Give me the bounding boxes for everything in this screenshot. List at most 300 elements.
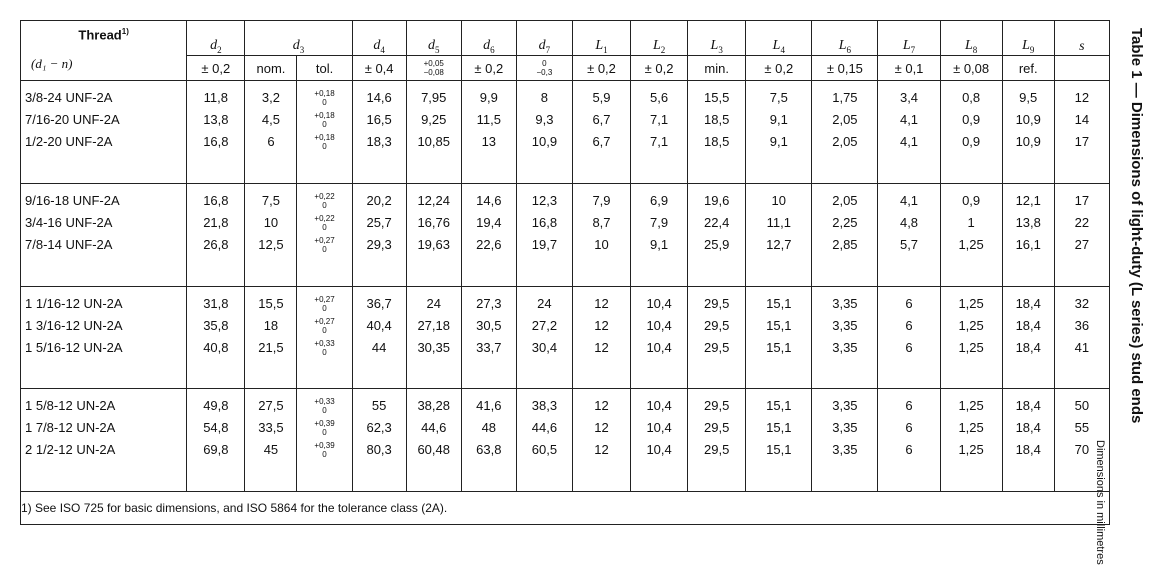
cell-d2: 54,8 <box>203 420 229 436</box>
cell-d5: 16,76 <box>417 214 450 230</box>
col-thread <box>21 81 187 184</box>
cell-l8: 1,25 <box>958 398 984 414</box>
cell-l4: 10 <box>771 192 787 208</box>
cell-thread: 3/4-16 UNF-2A <box>25 214 113 230</box>
col-l9 <box>1002 183 1054 286</box>
cell-d5: 60,48 <box>417 442 450 458</box>
cell-d2: 69,8 <box>203 442 229 458</box>
cell-d5: 38,28 <box>417 398 450 414</box>
table-title: Table 1 — Dimensions of light-duty (L series) stud ends <box>1128 28 1145 424</box>
col-l1 <box>572 183 630 286</box>
col-tol-d6: ± 0,2 <box>461 56 516 81</box>
cell-l4: 7,5 <box>769 90 788 105</box>
cell-l6: 3,35 <box>832 420 858 436</box>
col-d4 <box>352 81 406 184</box>
cell-l7: 5,7 <box>899 236 919 252</box>
col-s <box>1054 183 1109 286</box>
cell-l4: 11,1 <box>766 214 791 230</box>
col-d3tol <box>297 389 352 492</box>
cell-d5: 10,85 <box>417 134 450 149</box>
cell-d2: 26,8 <box>203 236 229 252</box>
cell-d2: 13,8 <box>203 112 229 127</box>
col-l9 <box>1002 81 1054 184</box>
cell-d4: 44 <box>371 339 387 355</box>
col-tol-d4: ± 0,4 <box>352 56 406 81</box>
cell-l2: 10,4 <box>646 317 672 333</box>
cell-l2: 10,4 <box>646 398 672 414</box>
cell-s: 70 <box>1074 442 1090 458</box>
table-row-group <box>21 81 1110 184</box>
cell-d6: 48 <box>481 420 497 436</box>
col-header-l3: $L_3$ <box>688 21 746 56</box>
cell-l1: 8,7 <box>592 214 611 230</box>
col-l1 <box>572 81 630 184</box>
cell-d7: 60,5 <box>531 442 558 458</box>
cell-d3: 18 <box>263 317 279 333</box>
cell-thread: 7/16-20 UNF-2A <box>25 112 120 127</box>
col-l6 <box>812 389 878 492</box>
cell-l7: 6 <box>905 420 913 436</box>
cell-d3-tolerance: +0,18 0 <box>314 133 335 151</box>
cell-l4: 15,1 <box>766 420 792 436</box>
thread-label: Thread$^{1)}$ <box>78 27 129 43</box>
cell-d6: 33,7 <box>476 339 502 355</box>
cell-l8: 1,25 <box>958 339 984 355</box>
cell-l9: 10,9 <box>1015 134 1041 149</box>
col-d5 <box>406 389 461 492</box>
col-tol-d7: 0 −0,3 <box>516 56 572 81</box>
col-d3 <box>245 389 297 492</box>
table-footnote: 1) See ISO 725 for basic dimensions, and ISO 5864 for the tolerance class (2A). <box>21 492 1110 525</box>
col-header-d5: $d_5$ <box>406 21 461 56</box>
cell-d6: 11,5 <box>476 112 501 127</box>
cell-d5: 19,63 <box>417 236 450 252</box>
cell-d3: 3,2 <box>261 90 280 105</box>
col-d6 <box>461 81 516 184</box>
cell-d7: 10,9 <box>531 134 558 149</box>
col-l9 <box>1002 389 1054 492</box>
cell-d3: 7,5 <box>261 192 280 208</box>
cell-d7: 27,2 <box>531 317 558 333</box>
cell-l6: 1,75 <box>832 90 858 105</box>
cell-thread: 1 1/16-12 UN-2A <box>25 295 123 311</box>
cell-d5: 27,18 <box>417 317 450 333</box>
cell-l2: 10,4 <box>646 295 672 311</box>
cell-l4: 9,1 <box>769 134 788 149</box>
col-tol-l7: ± 0,1 <box>878 56 940 81</box>
col-d6 <box>461 183 516 286</box>
table-row-group <box>21 286 1110 389</box>
cell-l6: 3,35 <box>832 398 858 414</box>
cell-d7: 16,8 <box>531 214 558 230</box>
cell-d6: 63,8 <box>476 442 502 458</box>
cell-d7: 12,3 <box>531 192 558 208</box>
col-tol-l1: ± 0,2 <box>572 56 630 81</box>
col-d3 <box>245 286 297 389</box>
col-d3tol <box>297 183 352 286</box>
cell-l9: 18,4 <box>1015 420 1041 436</box>
cell-l2: 9,1 <box>650 236 669 252</box>
cell-d6: 30,5 <box>476 317 502 333</box>
col-thread <box>21 183 187 286</box>
cell-l1: 5,9 <box>592 90 611 105</box>
col-d4 <box>352 183 406 286</box>
cell-d5: 9,25 <box>421 112 447 127</box>
cell-d6: 13 <box>481 134 497 149</box>
cell-d4: 29,3 <box>366 236 392 252</box>
cell-l8: 0,9 <box>962 134 981 149</box>
cell-l7: 6 <box>905 339 913 355</box>
col-l8 <box>940 286 1002 389</box>
col-tol-l8: ± 0,08 <box>940 56 1002 81</box>
cell-d3: 21,5 <box>258 339 284 355</box>
cell-d4: 14,6 <box>366 90 392 105</box>
col-l1 <box>572 389 630 492</box>
cell-l8: 1,25 <box>958 295 984 311</box>
cell-d3-tolerance: +0,18 0 <box>314 89 335 107</box>
cell-s: 50 <box>1074 398 1090 414</box>
cell-l2: 6,9 <box>650 192 669 208</box>
cell-l3: 25,9 <box>704 236 730 252</box>
cell-l6: 2,05 <box>832 192 858 208</box>
col-d3tol <box>297 286 352 389</box>
cell-d2: 16,8 <box>203 192 229 208</box>
col-d6 <box>461 389 516 492</box>
cell-d6: 9,9 <box>479 90 498 105</box>
cell-s: 12 <box>1074 90 1090 105</box>
cell-d4: 62,3 <box>366 420 392 436</box>
cell-l9: 18,4 <box>1015 442 1041 458</box>
units-note: Dimensions in millimetres <box>1094 440 1106 565</box>
col-tol-l4: ± 0,2 <box>746 56 812 81</box>
cell-d7: 9,3 <box>535 112 554 127</box>
col-d2 <box>187 81 245 184</box>
cell-d4: 36,7 <box>366 295 392 311</box>
col-d3 <box>245 81 297 184</box>
col-l8 <box>940 81 1002 184</box>
cell-l3: 22,4 <box>704 214 730 230</box>
cell-d3-tolerance: +0,27 0 <box>314 294 335 313</box>
cell-d6: 41,6 <box>476 398 502 414</box>
col-l3 <box>688 183 746 286</box>
cell-d6: 27,3 <box>476 295 502 311</box>
cell-d7: 8 <box>540 90 549 105</box>
cell-d3-tolerance: +0,33 0 <box>314 397 335 416</box>
cell-l9: 12,1 <box>1015 192 1041 208</box>
cell-l3: 29,5 <box>704 339 730 355</box>
cell-l8: 1,25 <box>958 236 984 252</box>
cell-l9: 16,1 <box>1015 236 1041 252</box>
cell-l4: 15,1 <box>766 295 792 311</box>
cell-d2: 21,8 <box>203 214 229 230</box>
cell-l3: 29,5 <box>704 317 730 333</box>
col-tol-d3-nom: nom. <box>245 56 297 81</box>
cell-d6: 22,6 <box>476 236 502 252</box>
cell-l7: 6 <box>905 398 913 414</box>
col-l7 <box>878 286 940 389</box>
cell-d5: 7,95 <box>421 90 447 105</box>
col-d3tol <box>297 81 352 184</box>
cell-d7: 19,7 <box>531 236 558 252</box>
cell-l2: 7,1 <box>650 134 669 149</box>
cell-s: 17 <box>1074 134 1090 149</box>
cell-d3: 15,5 <box>258 295 284 311</box>
cell-l1: 7,9 <box>592 192 611 208</box>
col-l3 <box>688 286 746 389</box>
cell-d3: 4,5 <box>261 112 280 127</box>
cell-d5: 24 <box>426 295 441 311</box>
cell-l7: 6 <box>905 295 913 311</box>
cell-d7: 30,4 <box>531 339 558 355</box>
cell-d3-tolerance: +0,27 0 <box>314 235 335 254</box>
col-tol-d3-tol: tol. <box>297 56 352 81</box>
col-l7 <box>878 81 940 184</box>
col-l8 <box>940 183 1002 286</box>
cell-l2: 10,4 <box>646 339 672 355</box>
col-d2 <box>187 389 245 492</box>
cell-d3: 27,5 <box>258 398 284 414</box>
cell-d3: 45 <box>263 442 279 458</box>
col-header-s: s <box>1054 21 1109 56</box>
cell-s: 36 <box>1074 317 1090 333</box>
cell-d3: 6 <box>267 134 275 149</box>
cell-l3: 18,5 <box>704 134 730 149</box>
cell-l9: 18,4 <box>1015 317 1041 333</box>
cell-thread: 1 5/16-12 UN-2A <box>25 339 123 355</box>
cell-s: 17 <box>1074 192 1090 208</box>
col-d6 <box>461 286 516 389</box>
cell-d3: 10 <box>263 214 279 230</box>
cell-thread: 9/16-18 UNF-2A <box>25 192 120 208</box>
cell-l3: 19,6 <box>704 192 730 208</box>
cell-l6: 2,25 <box>832 214 858 230</box>
col-header-l2: $L_2$ <box>631 21 688 56</box>
col-l4 <box>746 389 812 492</box>
cell-l8: 0,8 <box>962 90 981 105</box>
col-s <box>1054 81 1109 184</box>
cell-l3: 15,5 <box>704 90 730 105</box>
cell-d4: 20,2 <box>366 192 392 208</box>
cell-s: 41 <box>1074 339 1090 355</box>
col-header-l7: $L_7$ <box>878 21 940 56</box>
col-header-l9: $L_9$ <box>1002 21 1054 56</box>
col-l2 <box>631 183 688 286</box>
cell-d4: 25,7 <box>366 214 392 230</box>
cell-d7: 38,3 <box>531 398 558 414</box>
col-l4 <box>746 81 812 184</box>
cell-l2: 7,9 <box>650 214 669 230</box>
col-l4 <box>746 286 812 389</box>
cell-l4: 9,1 <box>769 112 788 127</box>
cell-l8: 1,25 <box>958 317 984 333</box>
col-d2 <box>187 183 245 286</box>
col-header-l6: $L_6$ <box>812 21 878 56</box>
col-tol-l6: ± 0,15 <box>812 56 878 81</box>
cell-l1: 12 <box>594 317 609 333</box>
cell-l4: 15,1 <box>766 442 792 458</box>
cell-l7: 3,4 <box>899 90 919 105</box>
col-header-d2: $d_2$ <box>187 21 245 56</box>
cell-d3-tolerance: +0,39 0 <box>314 419 335 438</box>
cell-d2: 31,8 <box>203 295 229 311</box>
thread-header <box>21 21 187 81</box>
col-header-d7: $d_7$ <box>516 21 572 56</box>
cell-l7: 6 <box>905 317 913 333</box>
cell-l9: 9,5 <box>1019 90 1038 105</box>
col-l7 <box>878 183 940 286</box>
col-s <box>1054 286 1109 389</box>
col-header-d6: $d_6$ <box>461 21 516 56</box>
col-l4 <box>746 183 812 286</box>
cell-d3-tolerance: +0,18 0 <box>314 111 335 129</box>
cell-l8: 1,25 <box>958 420 984 436</box>
cell-l8: 0,9 <box>962 112 981 127</box>
cell-d3: 33,5 <box>258 420 284 436</box>
col-l9 <box>1002 286 1054 389</box>
cell-thread: 1/2-20 UNF-2A <box>25 134 113 149</box>
col-d4 <box>352 389 406 492</box>
col-l7 <box>878 389 940 492</box>
cell-thread: 1 3/16-12 UN-2A <box>25 317 123 333</box>
cell-s: 14 <box>1074 112 1090 127</box>
col-d7 <box>516 286 572 389</box>
cell-s: 22 <box>1074 214 1090 230</box>
cell-l3: 29,5 <box>704 295 730 311</box>
cell-d5: 12,24 <box>417 192 450 208</box>
cell-l4: 15,1 <box>766 317 792 333</box>
col-l6 <box>812 81 878 184</box>
cell-d6: 19,4 <box>476 214 502 230</box>
col-l3 <box>688 389 746 492</box>
cell-l3: 29,5 <box>704 442 730 458</box>
cell-d2: 49,8 <box>203 398 229 414</box>
cell-thread: 1 5/8-12 UN-2A <box>25 398 116 414</box>
col-d3 <box>245 183 297 286</box>
cell-l3: 29,5 <box>704 398 730 414</box>
col-l6 <box>812 286 878 389</box>
cell-l6: 3,35 <box>832 295 858 311</box>
cell-d4: 16,5 <box>366 112 392 127</box>
table-row-group <box>21 183 1110 286</box>
cell-l8: 1 <box>967 214 975 230</box>
col-d4 <box>352 286 406 389</box>
col-d7 <box>516 183 572 286</box>
cell-l1: 12 <box>594 339 609 355</box>
col-tol-d2: ± 0,2 <box>187 56 245 81</box>
cell-thread: 7/8-14 UNF-2A <box>25 236 113 252</box>
col-header-d3: $d_3$ <box>245 21 352 56</box>
cell-l1: 10 <box>594 236 609 252</box>
col-tol-l9: ref. <box>1002 56 1054 81</box>
cell-l9: 18,4 <box>1015 398 1041 414</box>
cell-d6: 14,6 <box>476 192 502 208</box>
cell-l6: 2,85 <box>832 236 858 252</box>
cell-l3: 29,5 <box>704 420 730 436</box>
cell-s: 55 <box>1074 420 1090 436</box>
cell-l7: 6 <box>905 442 913 458</box>
cell-thread: 3/8-24 UNF-2A <box>25 90 113 105</box>
col-d2 <box>187 286 245 389</box>
cell-d7: 24 <box>537 295 552 311</box>
col-l8 <box>940 389 1002 492</box>
cell-d4: 18,3 <box>366 134 392 149</box>
cell-d3-tolerance: +0,27 0 <box>314 316 335 335</box>
col-d5 <box>406 286 461 389</box>
cell-l4: 15,1 <box>766 339 792 355</box>
cell-l7: 4,8 <box>899 214 919 230</box>
cell-l9: 18,4 <box>1015 295 1041 311</box>
cell-l4: 15,1 <box>766 398 792 414</box>
thread-sub-label: (d₁ − n) <box>31 56 73 72</box>
cell-l8: 1,25 <box>958 442 984 458</box>
cell-l2: 10,4 <box>646 442 672 458</box>
cell-s: 32 <box>1074 295 1090 311</box>
cell-l3: 18,5 <box>704 112 730 127</box>
dimensions-table <box>20 20 1110 525</box>
cell-l7: 4,1 <box>899 134 919 149</box>
col-tol-l2: ± 0,2 <box>631 56 688 81</box>
col-d7 <box>516 389 572 492</box>
cell-d4: 40,4 <box>366 317 392 333</box>
col-tol-s <box>1054 56 1109 81</box>
cell-d5: 30,35 <box>417 339 450 355</box>
table-row-group <box>21 389 1110 492</box>
cell-s: 27 <box>1074 236 1090 252</box>
cell-l9: 10,9 <box>1015 112 1041 127</box>
cell-d4: 55 <box>371 398 387 414</box>
cell-d2: 16,8 <box>203 134 229 149</box>
cell-d3-tolerance: +0,39 0 <box>314 441 335 460</box>
cell-l1: 12 <box>594 398 609 414</box>
cell-l7: 4,1 <box>899 112 919 127</box>
col-d5 <box>406 81 461 184</box>
cell-d7: 44,6 <box>531 420 558 436</box>
col-header-l1: $L_1$ <box>572 21 630 56</box>
cell-l9: 13,8 <box>1015 214 1041 230</box>
cell-d3-tolerance: +0,22 0 <box>314 213 335 232</box>
col-l1 <box>572 286 630 389</box>
cell-l6: 3,35 <box>832 317 858 333</box>
cell-l6: 3,35 <box>832 442 858 458</box>
cell-l8: 0,9 <box>962 192 981 208</box>
col-header-l8: $L_8$ <box>940 21 1002 56</box>
cell-l1: 12 <box>594 442 609 458</box>
cell-l2: 7,1 <box>650 112 669 127</box>
cell-l6: 2,05 <box>832 112 858 127</box>
cell-thread: 2 1/2-12 UN-2A <box>25 442 116 458</box>
cell-d3: 12,5 <box>258 236 284 252</box>
cell-d2: 40,8 <box>203 339 229 355</box>
cell-d2: 35,8 <box>203 317 229 333</box>
cell-d5: 44,6 <box>421 420 447 436</box>
cell-l4: 12,7 <box>766 236 792 252</box>
col-thread <box>21 389 187 492</box>
col-d7 <box>516 81 572 184</box>
cell-l1: 12 <box>594 295 609 311</box>
cell-d3-tolerance: +0,33 0 <box>314 338 335 357</box>
cell-l1: 12 <box>594 420 609 436</box>
cell-l1: 6,7 <box>592 112 611 127</box>
cell-l6: 3,35 <box>832 339 858 355</box>
col-l2 <box>631 286 688 389</box>
cell-l2: 10,4 <box>646 420 672 436</box>
cell-l9: 18,4 <box>1015 339 1041 355</box>
cell-d4: 80,3 <box>366 442 392 458</box>
col-l3 <box>688 81 746 184</box>
col-tol-d5: +0,05 −0,08 <box>406 56 461 81</box>
cell-l7: 4,1 <box>899 192 919 208</box>
col-tol-l3: min. <box>688 56 746 81</box>
